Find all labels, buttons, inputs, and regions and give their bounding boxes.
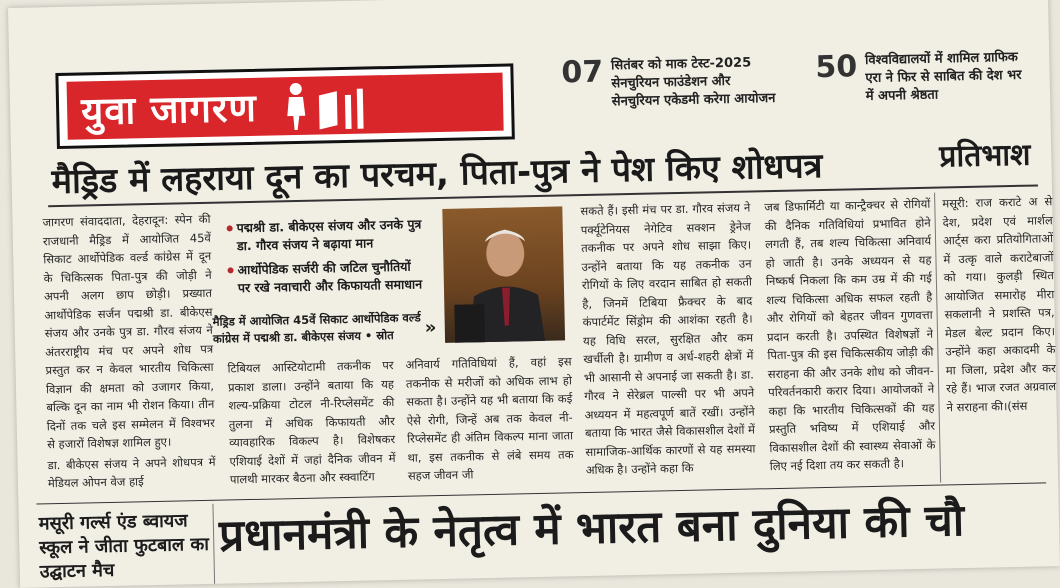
main-headline: मैड्रिड में लहराया दून का परचम, पिता-पुत्र ने पेश किए शोधपत्र xyxy=(51,145,823,203)
article-column-4: सकते हैं। इसी मंच पर डा. गौरव संजय ने पर्क्यूटेनियस नेगेटिव सक्शन ड्रेनेज तकनीक पर अपने शोध साझा किए। उन्होंने बताया कि यह तकनीक उन रोगियों के लिए वरदान साबित हो सकती है, जिनमें टिबिया फ्रैक्चर के बाद कंपार्टमेंट सिंड्रोम की आशंका रहती है। यह विधि सरल, सुरक्षित और कम खर्चीली है। ग्रामीण व अर्ध-शहरी क्षेत्रों में भी आसानी से अपनाई जा सकती है। डा. गौरव ने सेरेब्रल पाल्सी पर भी अपने अध्ययन में महत्वपूर्ण बातें रखीं। उन्होंने बताया कि भारत जैसे विकासशील देशों में सामाजिक-आर्थिक कारणों से यह समस्या अधिक है। उन्होंने कहा कि xyxy=(580,200,756,477)
caption-arrow-icon: » xyxy=(424,317,437,339)
highlight-text: आर्थोपेडिक सर्जरी की जटिल चुनौतियों पर रखे नवाचारी और किफायती समाधान xyxy=(237,258,423,296)
masthead-figure-icon xyxy=(280,81,363,131)
bullet-icon xyxy=(227,225,233,231)
promo-line: सेनचुरियन एकेडमी करेगा आयोजन xyxy=(611,90,776,110)
highlight-text: पद्मश्री डा. बीकेएस संजय और उनके पुत्र डा. गौरव संजय ने बढ़ाया मान xyxy=(236,216,422,254)
bottom-main-headline: प्रधानमंत्री के नेतृत्व में भारत बना दुनिया की चौ xyxy=(218,495,965,562)
article-column-3: अनिवार्य गतिविधियां हैं, वहां इस तकनीक से मरीजों को अधिक लाभ हो सकता है। उन्होंने यह भी बताया कि कई ऐसे रोगी, जिन्हें अब तक केवल नी-रिप्लेसमेंट ही अंतिम विकल्प माना जाता था, इस तकनीक से लंबे समय तक सहज जीवन जी xyxy=(405,354,574,483)
highlight-item xyxy=(227,257,424,297)
masthead-banner xyxy=(67,73,504,140)
book-icon xyxy=(316,89,339,129)
article-photo xyxy=(442,206,565,342)
bullet-icon xyxy=(227,267,233,273)
newspaper-page xyxy=(8,0,1060,588)
promo-line: सितंबर को माक टेस्ट-2025 xyxy=(610,55,752,74)
promo-line: एरा ने फिर से साबित की देश भर xyxy=(865,67,1022,87)
highlight-item xyxy=(226,215,423,255)
promo-number: 07 xyxy=(561,54,604,91)
article-column-1 xyxy=(42,210,216,495)
promo-block-2 xyxy=(815,49,1022,107)
article-column-5: जब डिफार्मिटी या कान्ट्रैक्चर से रोगियों की दैनिक गतिविधियां प्रभावित होने लगती हैं, तब शल्य चिकित्सा अनिवार्य हो जाती है। उनके अध्ययन से यह निष्कर्ष निकला कि कम उम्र में की गई शल्य चिकित्सा अधिक सफल रहती है और रोगियों को बेहतर जीवन गुणवत्ता प्रदान करती है। उपस्थित विशेषज्ञों ने पिता-पुत्र की इस चिकित्सकीय जोड़ी की सराहना की और उनके शोध को जीवन-परिवर्तनकारी करार दिया। आयोजकों ने कहा कि भारतीय चिकित्सकों की यह प्रस्तुति भविष्य में एशियाई और विकासशील देशों की स्वास्थ्य सेवाओं के लिए नई दिशा तय कर सकती है। xyxy=(764,196,936,474)
photo-caption: मैड्रिड में आयोजित 45वें सिकाट आर्थोपेडिक वर्ल्ड कांग्रेस में पद्मश्री डा. बीकेएस संजय • स्रोत xyxy=(212,310,421,346)
masthead-bar xyxy=(345,95,352,129)
article-paragraph: जागरण संवाददाता, देहरादून: स्पेन की राजधानी मैड्रिड में आयोजित 45वें सिकाट आर्थोपेडिक वर्ल्ड कांग्रेस में दून के चिकित्सक पिता-पुत्र की जोड़ी ने अपनी अलग छाप छोड़ी। प्रख्यात आर्थोपेडिक सर्जन पद्मश्री डा. बीकेएस संजय और उनके पुत्र डा. गौरव संजय ने अंतरराष्ट्रीय मंच पर अपने शोध पत्र प्रस्तुत कर न केवल भारतीय चिकित्सा विज्ञान की क्षमता को उजागर किया, बल्कि दून का नाम भी रोशन किया। तीन दिनों तक चले इस सम्मेलन में विश्वभर से हजारों विशेषज्ञ शामिल हुए। xyxy=(42,211,215,452)
article-paragraph: डा. बीकेएस संजय ने अपने शोधपत्र में मेडियल ओपन वेज हाई xyxy=(47,454,216,491)
article-column-6: मसूरी: राज करा‍टे अ से देश, प्रदेश एवं मार्शल आर्ट्स करा प्रतियोगिताओं में उत्कृ वाले कराटेबाजों को गया। कुलड़ी स्थित आयोजित समारोह मीरा सकलानी ने प्रशस्ति पत्र, मेडल बेल्ट प्रदान किए। उन्होंने कहा अकादमी के मा जिला, प्रदेश और कर रहे हैं। भाज रजत अग्रवाल ने सराहना की।(संस xyxy=(942,194,1057,414)
masthead-box xyxy=(55,63,514,149)
promo-text xyxy=(611,54,776,111)
promo-line: में अपनी श्रेष्ठता xyxy=(865,87,939,105)
promo-number: 50 xyxy=(815,49,858,86)
article-column-2: टिबियल आस्टियोटामी तकनीक पर प्रकाश डाला। उन्होंने बताया कि यह शल्य-प्रक्रिया टोटल नी-रिप्लेसमेंट की तुलना में अधिक किफायती और व्यावहारिक विकल्प है। विशेषकर एशियाई देशों में जहां दैनिक जीवन में पालथी मारकर बैठना और स्क्वाटिंग xyxy=(227,358,396,487)
student-figure-icon xyxy=(280,82,311,131)
promo-block-1 xyxy=(561,54,775,112)
speaker-portrait-icon xyxy=(442,206,565,342)
masthead-bar xyxy=(356,89,363,129)
highlights-box xyxy=(226,215,424,303)
masthead-title: युवा जागरण xyxy=(80,85,258,134)
promo-line: विश्वविद्यालयों में शामिल ग्राफिक xyxy=(864,49,1018,69)
side-headline: प्रतिभाश xyxy=(938,137,1031,175)
promo-text xyxy=(865,49,1022,106)
bottom-left-headline: मसूरी गर्ल्स एंड ब्वायज स्कूल ने जीता फुटबाल का उद्घाटन मैच xyxy=(38,510,210,583)
promo-line: सेनचुरियन फाउंडेशन और xyxy=(611,73,731,92)
